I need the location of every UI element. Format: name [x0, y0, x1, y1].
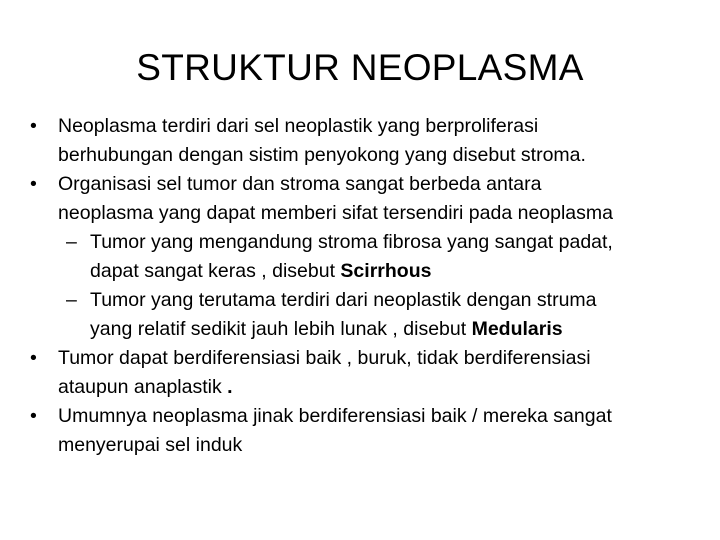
bold-period: . — [227, 376, 233, 398]
bullet-text: yang relatif sedikit jauh lebih lunak , disebut — [90, 318, 472, 340]
bullet-marker: • — [30, 173, 37, 195]
bullet-list — [30, 112, 700, 460]
bullet-item-1 — [30, 112, 700, 170]
bullet-marker: • — [30, 405, 37, 427]
bullet-text: berhubungan dengan sistim penyokong yang disebut stroma. — [58, 144, 586, 166]
bullet-text-line — [90, 257, 700, 286]
sub-bullet-item-2 — [30, 286, 700, 344]
slide-title: STRUKTUR NEOPLASMA — [136, 47, 584, 88]
bullet-text: dapat sangat keras , disebut — [90, 260, 341, 282]
bullet-text: ataupun anaplastik — [58, 376, 228, 398]
bullet-item-3 — [30, 344, 700, 402]
bullet-text-line — [58, 373, 700, 402]
bullet-text: Tumor yang terutama terdiri dari neoplastik dengan struma — [90, 289, 597, 311]
sub-bullet-marker: – — [66, 289, 77, 311]
bullet-item-4 — [30, 402, 700, 460]
bullet-marker: • — [30, 115, 37, 137]
term-medularis: Medularis — [471, 318, 563, 340]
bullet-text: neoplasma yang dapat memberi sifat tersendiri pada neoplasma — [58, 202, 613, 224]
bullet-text: Organisasi sel tumor dan stroma sangat berbeda antara — [58, 173, 542, 195]
bullet-text: Tumor yang mengandung stroma fibrosa yang sangat padat, — [90, 231, 613, 253]
bullet-text-line — [90, 315, 700, 344]
bullet-marker: • — [30, 347, 37, 369]
sub-bullet-item-1 — [30, 228, 700, 286]
bullet-text: Tumor dapat berdiferensiasi baik , buruk, tidak berdiferensiasi — [58, 347, 591, 369]
term-scirrhous: Scirrhous — [340, 260, 432, 282]
bullet-item-2 — [30, 170, 700, 228]
sub-bullet-marker: – — [66, 231, 77, 253]
bullet-text: menyerupai sel induk — [58, 434, 243, 456]
bullet-text: Neoplasma terdiri dari sel neoplastik yang berproliferasi — [58, 115, 539, 137]
bullet-text: Umumnya neoplasma jinak berdiferensiasi baik / mereka sangat — [58, 405, 612, 427]
